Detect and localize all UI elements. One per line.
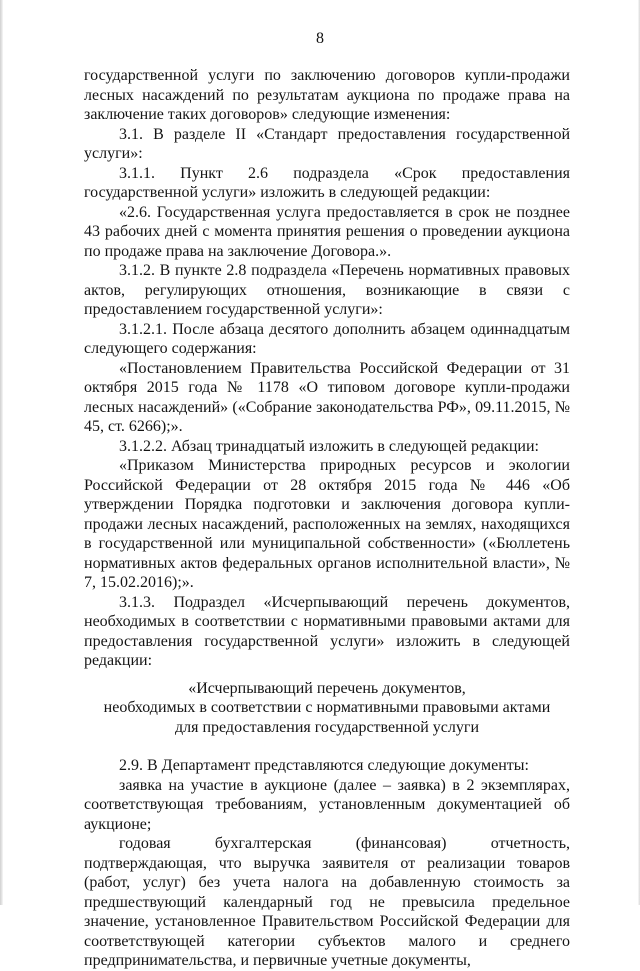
document-body (84, 66, 570, 971)
paragraph-financial-report: годовая бухгалтерская (финансовая) отчетность, подтверждающая, что выручка заявителя от реализации товаров (работ, услуг) без учета налога на добавленную стоимость за предшествующий календарный год не превысила предельное значение, установленное Правительством Российской Федерации для соответствующей категории субъектов малого и среднего предпринимательства, и первичные учетные документы, (84, 835, 570, 969)
paragraph-3-1-2-2: 3.1.2.2. Абзац тринадцатый изложить в следующей редакции: (119, 437, 539, 455)
paragraph-2-9: 2.9. В Департамент представляются следующие документы: (119, 757, 529, 774)
paragraph-quote-2-6: «2.6. Государственная услуга предоставляется в срок не позднее 43 рабочих дней с момента принятия решения о проведении аукциона по продаже права на заключение Договора.». (84, 203, 570, 260)
paragraph-quote-order: «Приказом Министерства природных ресурсов и экологии Российской Федерации от 28 октября 2015 года № 446 «Об утверждении Порядка подготовки и заключения договора купли-продажи лесных насаждений, расположенных на землях, находящихся в государственной или муниципальной собственности» («Бюллетень нормативных актов федеральных органов исполнительной власти», № 7, 15.02.2016);». (84, 457, 570, 591)
paragraph-3-1-3: 3.1.3. Подраздел «Исчерпывающий перечень документов, необходимых в соответствии с нормативными правовыми актами для предоставления государственной услуги» изложить в следующей редакции: (84, 593, 570, 669)
paragraph-3-1-1: 3.1.1. Пункт 2.6 подраздела «Срок предоставления государственной услуги» изложить в следующей редакции: (84, 164, 570, 201)
scan-edge-left (0, 0, 3, 905)
section-heading-line: необходимых в соответствии с нормативными правовыми актами (103, 699, 551, 716)
section-heading (84, 679, 570, 738)
page-number: 8 (316, 30, 324, 47)
section-heading-line: для предоставления государственной услуги (174, 718, 480, 736)
paragraph-3-1: 3.1. В разделе II «Стандарт предоставления государственной услуги»: (84, 125, 570, 162)
section-heading-line: «Исчерпывающий перечень документов, (188, 679, 466, 697)
paragraph-intro: государственной услуги по заключению договоров купли-продажи лесных насаждений по результатам аукциона по продаже права на заключение таких договоров» следующие изменения: (84, 67, 570, 123)
paragraph-application: заявка на участие в аукционе (далее – заявка) в 2 экземплярах, соответствующая требованиям, установленным документацией об аукционе; (84, 776, 570, 833)
paragraph-3-1-2-1: 3.1.2.1. После абзаца десятого дополнить абзацем одиннадцатым следующего содержания: (84, 320, 570, 357)
paragraph-3-1-2: 3.1.2. В пункте 2.8 подраздела «Перечень нормативных правовых актов, регулирующих отношения, возникающие в связи с предоставлением государственной услуги»: (84, 262, 570, 318)
paragraph-quote-decree: «Постановлением Правительства Российской Федерации от 31 октября 2015 года № 1178 «О типовом договоре купли-продажи лесных насаждений» («Собрание законодательства РФ», 09.11.2015, № 45, ст. 6266);». (84, 359, 570, 435)
